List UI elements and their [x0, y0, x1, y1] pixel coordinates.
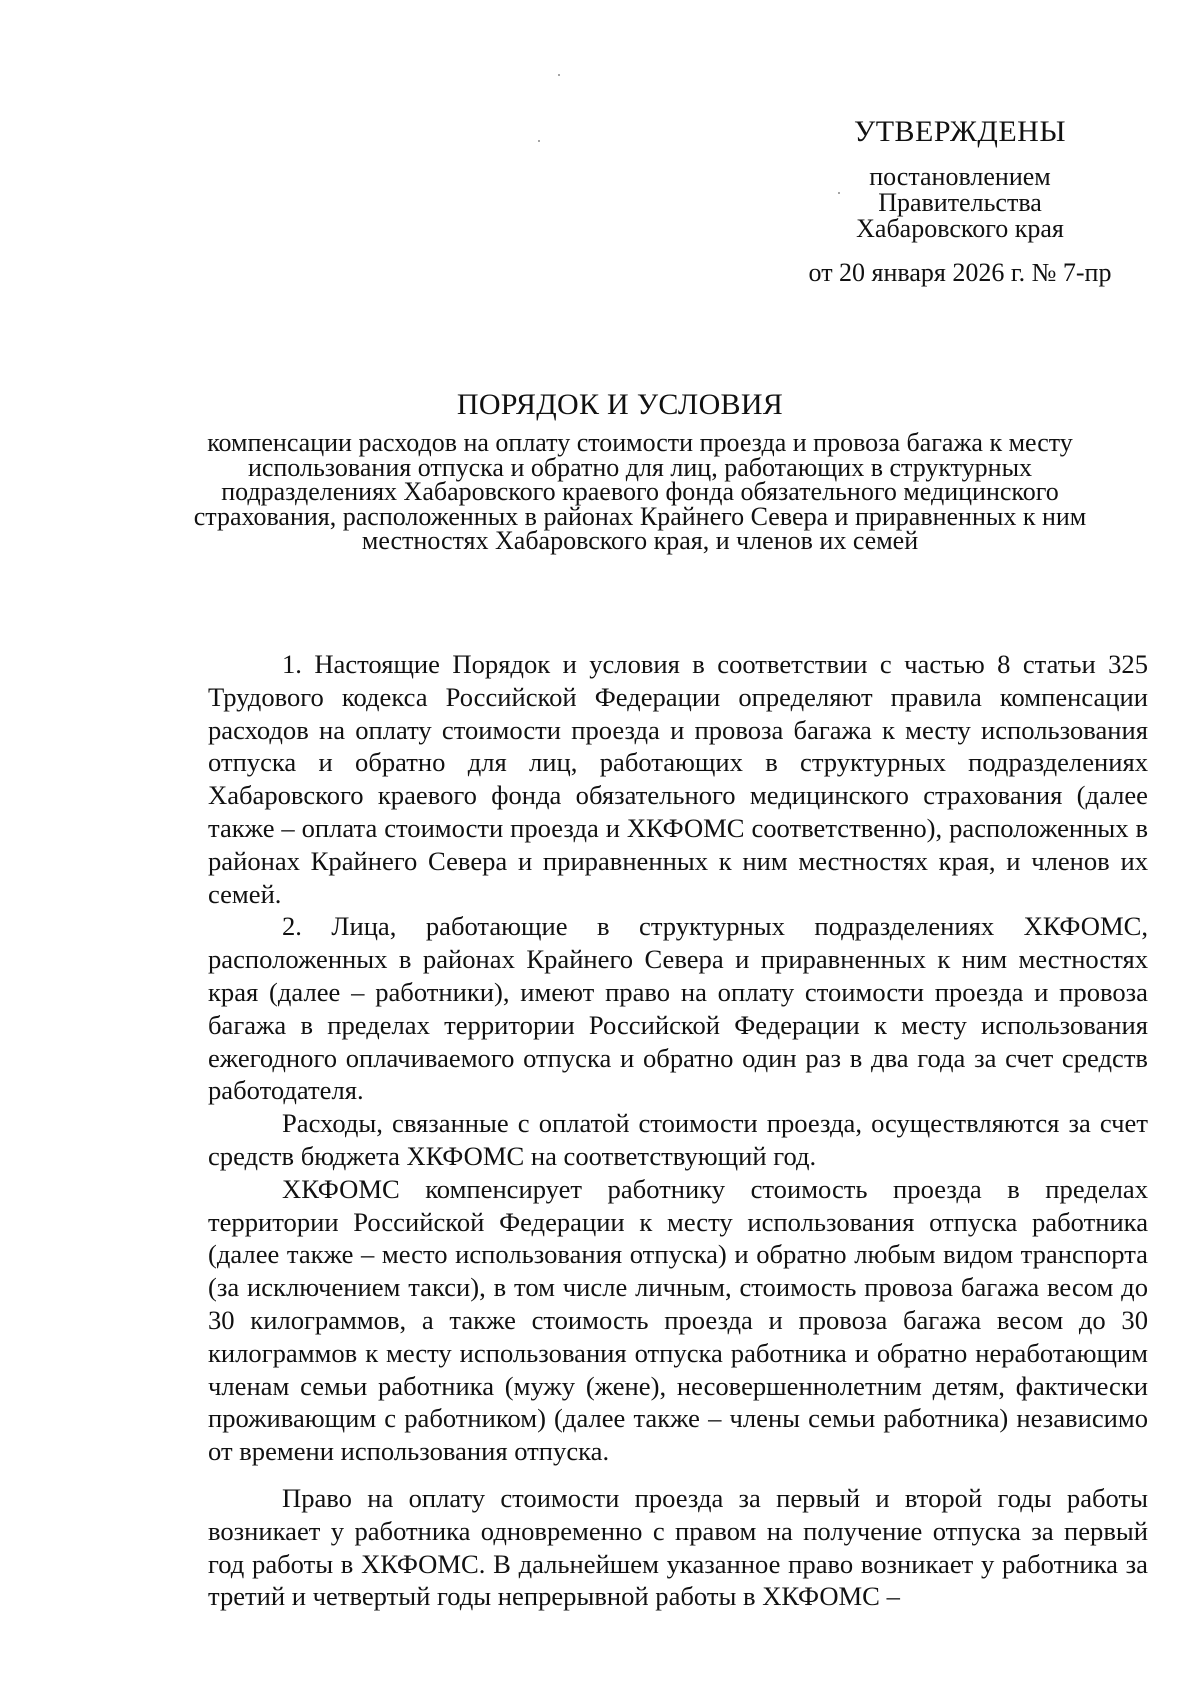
document-body	[208, 648, 1148, 1613]
approval-line-government: Правительства	[878, 188, 1042, 217]
approval-line-resolution: постановлением	[869, 162, 1051, 191]
paragraph-3: Расходы, связанные с оплатой стоимости проезда, осуществляются за счет средств бюджета ХКФОМС на соответствующий год.	[208, 1108, 1148, 1171]
scan-speck	[558, 74, 560, 76]
scan-speck	[538, 140, 540, 142]
paragraph-1: 1. Настоящие Порядок и условия в соответствии с частью 8 статьи 325 Трудового кодекса Российской Федерации определяют правила компенсации расходов на оплату стоимости проезда и провоза багажа к месту использования отпуска и обратно для лиц, работающих в структурных подразделениях Хабаровского краевого фонда обязательного медицинского страхования (далее также – оплата стоимости проезда и ХКФОМС соответственно), расположенных в районах Крайнего Севера и приравненных к ним местностях края, и членов их семей.	[208, 649, 1148, 909]
paragraph-5: Право на оплату стоимости проезда за первый и второй годы работы возникает у работника одновременно с правом на получение отпуска за первый год работы в ХКФОМС. В дальнейшем указанное право возникает у работника за третий и четвертый годы непрерывной работы в ХКФОМС –	[208, 1482, 1148, 1612]
document-title: ПОРЯДОК И УСЛОВИЯ	[456, 388, 784, 421]
document-subtitle: компенсации расходов на оплату стоимости проезда и провоза багажа к месту использования отпуска и обратно для лиц, работающих в структурных подразделениях Хабаровского краевого фонда обязательного медицинского страхования, расположенных в районах Крайнего Севера и приравненных к ним местностях Хабаровского края, и членов их семей	[193, 428, 1087, 556]
approval-title: УТВЕРЖДЕНЫ	[853, 115, 1067, 148]
approval-block	[770, 114, 1150, 288]
approval-line-region: Хабаровского края	[856, 214, 1064, 243]
paragraph-2: 2. Лица, работающие в структурных подразделениях ХКФОМС, расположенных в районах Крайнего Севера и приравненных к ним местностях края (далее – работники), имеют право на оплату стоимости проезда и провоза багажа в пределах территории Российской Федерации к месту использования ежегодного оплачиваемого отпуска и обратно один раз в два года за счет средств работодателя.	[208, 911, 1148, 1106]
approval-date: от 20 января 2026 г. № 7-пр	[808, 258, 1112, 287]
paragraph-4: ХКФОМС компенсирует работнику стоимость проезда в пределах территории Российской Федерации к месту использования отпуска работника (далее также – место использования отпуска) и обратно любым видом транспорта (за исключением такси), в том числе личным, стоимость провоза багажа весом до 30 килограммов, а также стоимость проезда и провоза багажа весом до 30 килограммов к месту использования отпуска работника и обратно неработающим членам семьи работника (мужу (жене), несовершеннолетним детям, фактически проживающим с работником) (далее также – члены семьи работника) независимо от времени использования отпуска.	[208, 1173, 1148, 1467]
